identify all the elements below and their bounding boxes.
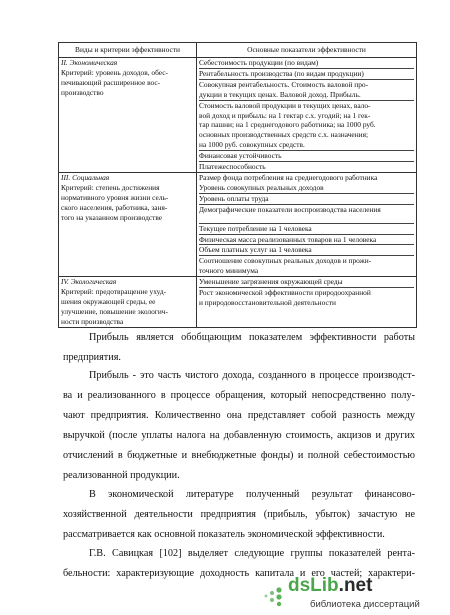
paragraph-line: выручкой (после уплаты налога на добавленную стоимость, акцизов и других — [63, 430, 415, 441]
table-row — [59, 172, 417, 276]
table-row — [59, 58, 417, 173]
efficiency-kind: IV. Экологическая — [61, 277, 117, 287]
criterion-line: Критерий: степень достижения — [61, 182, 160, 192]
table-header-row — [59, 43, 417, 58]
criterion-cell — [59, 172, 197, 276]
criterion-line: нормативного уровня жизни сель- — [61, 192, 169, 202]
criterion-line: улучшение, повышение экологич- — [61, 306, 168, 316]
paragraph-line: хозяйственной деятельности предприятия (прибыль, убыток) зачастую не — [63, 509, 415, 520]
watermark-logo: dsLib.net — [288, 575, 373, 596]
efficiency-criteria-table — [58, 42, 417, 328]
indicator-line: Уровень оплаты труда — [199, 194, 414, 205]
paragraph-line: В экономической литературе полученный результат финансово- — [89, 489, 415, 500]
indicator-line: основных производственных средств с.х. назначения; — [199, 130, 369, 140]
paragraph-line: реализованной продукции. — [63, 470, 180, 481]
indicator-line: точного минимума — [199, 266, 259, 276]
criterion-line: Критерий: предотвращение ухуд- — [61, 287, 167, 297]
paragraph-line: рассматривается как основной показатель экономической эффективности. — [63, 529, 385, 540]
indicator-line: Уменьшение загрязнения окружающей среды — [199, 277, 414, 288]
criterion-line: печивающий расширенное вос- — [61, 77, 161, 87]
paragraph-line: отчислений в бюджетные и внебюджетные фонды) и полной себестоимостью — [63, 450, 415, 461]
efficiency-kind: III. Социальная — [61, 172, 110, 182]
paragraph — [63, 328, 415, 368]
indicator-line: Себестоимость продукции (по видам) — [199, 58, 414, 69]
indicator-line: Рентабельность производства (по видам продукции) — [199, 69, 414, 80]
column-header-indicators: Основные показатели эффективности — [197, 43, 417, 58]
indicator-line: Размер фонда потребления на среднегодового работника — [199, 172, 378, 182]
indicator-line: Финансовая устойчивость — [199, 151, 414, 162]
indicator-line: Совокупная рентабельность. Стоимость валовой про- — [199, 79, 369, 89]
criterion-cell — [59, 277, 197, 328]
paragraph — [63, 485, 415, 545]
indicator-line: Соотношение совокупных реальных доходов и прожи- — [199, 256, 372, 266]
indicators-cell — [197, 58, 417, 173]
indicator-line: дукции в текущих ценах. Валовой доход. Прибыль. — [199, 90, 414, 101]
table-row — [59, 277, 417, 328]
criterion-line: ности производства — [61, 316, 124, 326]
indicator-line: вой доход и прибыль: на 1 гектар с.х. угодий; на 1 гек- — [199, 110, 371, 120]
column-header-kinds: Виды и критерии эффективности — [59, 43, 197, 58]
indicator-line: Стоимость валовой продукции в текущих ценах, вало- — [199, 100, 371, 110]
indicator-line: тар пашни; на 1 среднегодового работника; на 1000 руб. — [199, 120, 376, 130]
spacer-line — [199, 215, 414, 224]
criterion-cell — [59, 58, 197, 173]
indicator-line: Текущее потребление на 1 человека — [199, 224, 414, 235]
indicator-line: Физическая масса реализованных товаров на 1 человека — [199, 235, 414, 246]
criterion-line: шения окружающей среды, ее — [61, 296, 156, 306]
criterion-line: ского населения, работника, заня- — [61, 202, 168, 212]
indicator-line: и природовосстановительной деятельности — [199, 297, 336, 307]
efficiency-kind: II. Экономическая — [61, 58, 118, 67]
paragraph-line: Прибыль - это часть чистого дохода, созданного в процессе производст- — [89, 370, 415, 381]
paragraph-line: ва и реализованного в процессе обращения, который непосредственно полу- — [63, 390, 415, 401]
criterion-line: производство — [61, 87, 104, 97]
paragraph-line: предприятия. — [63, 352, 121, 363]
paragraph-line: Прибыль является обобщающим показателем эффективности работы — [89, 332, 415, 343]
indicator-line: Платежеспособность — [199, 162, 266, 172]
paragraph-line: Г.В. Савицкая [102] выделяет следующие группы показателей рента- — [89, 548, 415, 559]
indicator-line: Объем платных услуг на 1 человека — [199, 245, 414, 256]
indicators-cell — [197, 172, 417, 276]
indicator-line: Уровень совокупных реальных доходов — [199, 183, 414, 194]
paragraph-line: бельности: характеризующие доходность капитала и его частей; характери- — [63, 568, 415, 579]
criterion-line: Критерий: уровень доходов, обес- — [61, 67, 168, 77]
indicator-line: Рост экономической эффективности природоохранной — [199, 288, 371, 298]
indicator-line: на 1000 руб. совокупных средств. — [199, 140, 414, 151]
dots-icon — [262, 585, 288, 607]
indicator-line: Демографические показатели воспроизводства населения — [199, 204, 381, 214]
paragraph — [63, 366, 415, 486]
paragraph-line: чают предприятия. Количественно она представляет собой разность между — [63, 410, 415, 421]
indicators-cell — [197, 277, 417, 328]
watermark-subtitle: библиотека диссертаций — [310, 599, 420, 610]
criterion-line: того на указанном производстве — [61, 212, 163, 222]
dslib-watermark — [288, 575, 428, 611]
